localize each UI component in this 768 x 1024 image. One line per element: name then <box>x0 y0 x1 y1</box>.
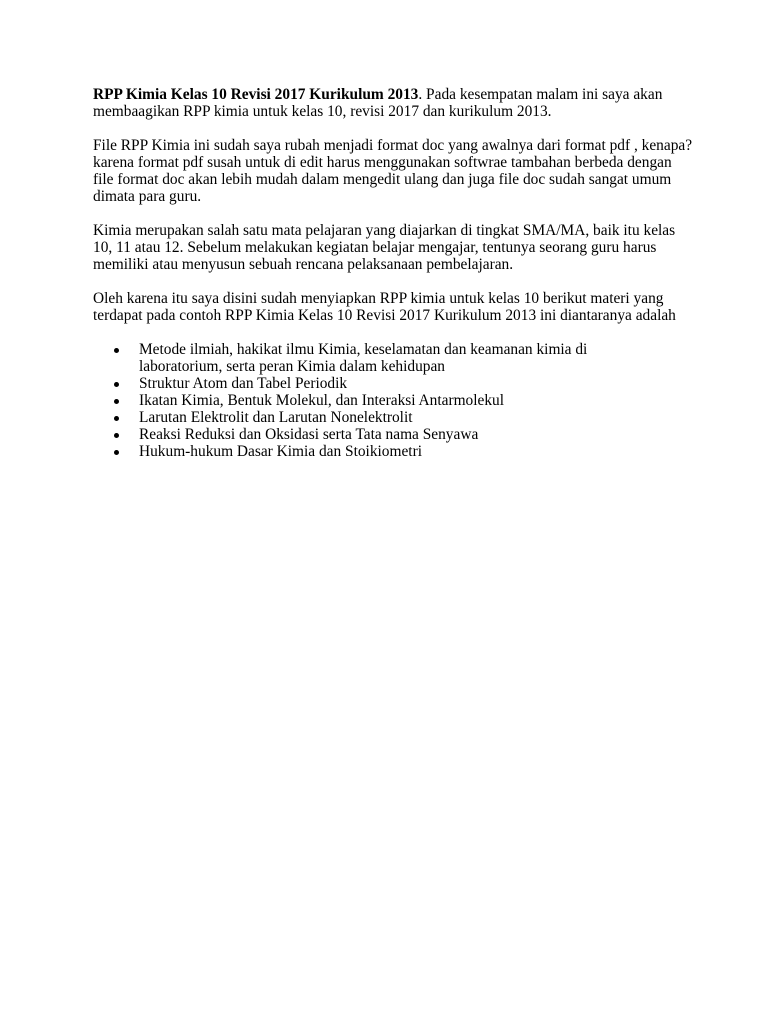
bullet-icon <box>114 433 119 438</box>
materi-bullet-list <box>93 341 693 460</box>
bullet-icon <box>114 382 119 387</box>
list-item <box>139 426 609 443</box>
bullet-icon <box>114 450 119 455</box>
list-item-text: Struktur Atom dan Tabel Periodik <box>139 375 348 392</box>
list-item-text: Reaksi Reduksi dan Oksidasi serta Tata nama Senyawa <box>139 426 479 443</box>
document-page <box>93 86 693 460</box>
list-item-text: Larutan Elektrolit dan Larutan Nonelektrolit <box>139 409 413 426</box>
intro-paragraph <box>93 86 693 120</box>
list-item-text: Ikatan Kimia, Bentuk Molekul, dan Interaksi Antarmolekul <box>139 392 505 409</box>
list-item <box>139 341 609 375</box>
list-item-text: Metode ilmiah, hakikat ilmu Kimia, keselamatan dan keamanan kimia di laboratorium, serta peran Kimia dalam kehidupan <box>139 341 588 375</box>
document-title: RPP Kimia Kelas 10 Revisi 2017 Kurikulum 2013 <box>93 86 419 103</box>
list-item <box>139 392 609 409</box>
bullet-icon <box>114 416 119 421</box>
paragraph-materi-intro: Oleh karena itu saya disini sudah menyiapkan RPP kimia untuk kelas 10 berikut materi yang terdapat pada contoh RPP Kimia Kelas 10 Revisi 2017 Kurikulum 2013 ini diantaranya adalah <box>93 290 676 324</box>
bullet-icon <box>114 399 119 404</box>
list-item-text: Hukum-hukum Dasar Kimia dan Stoikiometri <box>139 443 422 460</box>
paragraph-kimia-subject: Kimia merupakan salah satu mata pelajaran yang diajarkan di tingkat SMA/MA, baik itu kelas 10, 11 atau 12. Sebelum melakukan kegiatan belajar mengajar, tentunya seorang guru harus memiliki atau menyusun sebuah rencana pelaksanaan pembelajaran. <box>93 222 676 273</box>
list-item <box>139 375 609 392</box>
paragraph-file-format: File RPP Kimia ini sudah saya rubah menjadi format doc yang awalnya dari format pdf , kenapa? karena format pdf susah untuk di edit harus menggunakan softwrae tambahan berbeda dengan file format doc akan lebih mudah dalam mengedit ulang dan juga file doc sudah sangat umum dimata para guru. <box>93 137 693 205</box>
bullet-icon <box>114 348 119 353</box>
intro-text: . Pada kesempatan malam ini saya akan membaagikan RPP kimia untuk kelas 10, revisi 2017 dan kurikulum 2013. <box>93 86 663 120</box>
list-item <box>139 409 609 426</box>
list-item <box>139 443 609 460</box>
